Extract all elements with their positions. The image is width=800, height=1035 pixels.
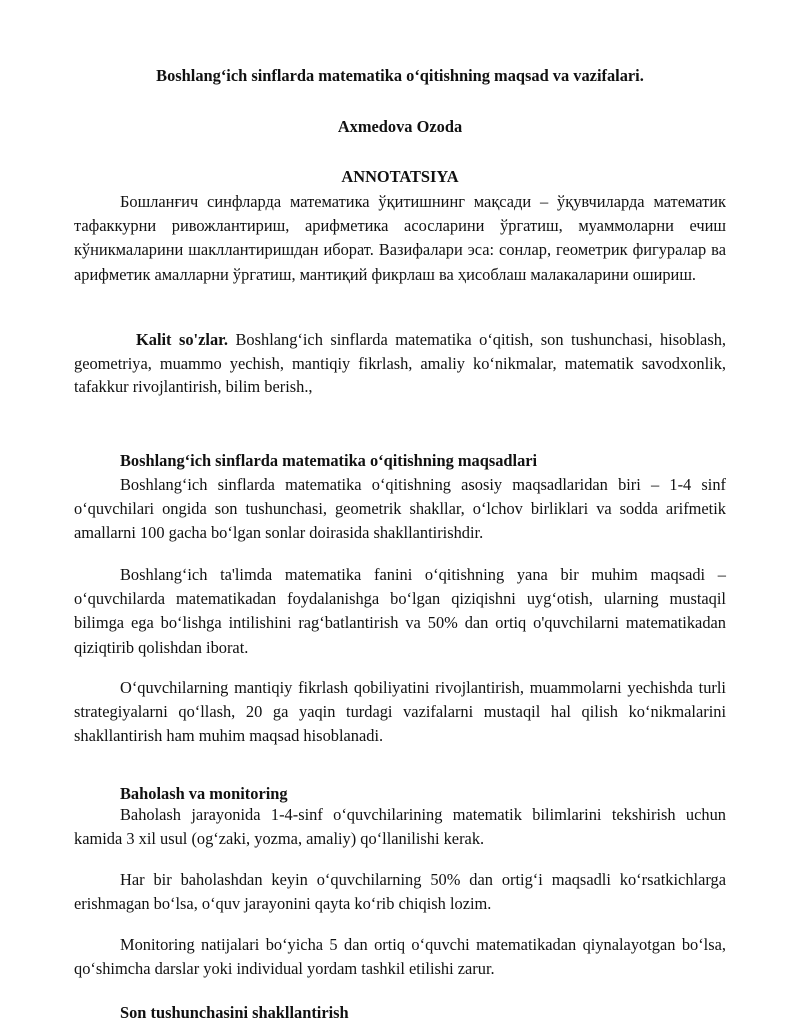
section-heading-goals: Boshlang‘ich sinflarda matematika o‘qitishning maqsadlari: [120, 451, 538, 470]
assessment-paragraph-3: Monitoring natijalari bo‘yicha 5 dan ortiq o‘quvchi matematikadan qiynalayotgan bo‘lsa, qo‘shimcha darslar yoki individual yordam tashkil etilishi zarur.: [74, 935, 726, 979]
document-title: Boshlang‘ich sinflarda matematika o‘qitishning maqsad va vazifalari.: [156, 66, 644, 85]
assessment-paragraph-1: Baholash jarayonida 1-4-sinf o‘quvchilarining matematik bilimlarini tekshirish uchun kamida 3 xil usul (og‘zaki, yozma, amaliy) qo‘llanilishi kerak.: [74, 805, 726, 849]
goals-paragraph-1: Boshlang‘ich sinflarda matematika o‘qitishning asosiy maqsadlaridan biri – 1-4 sinf o‘quvchilari ongida son tushunchasi, geometrik shakllar, o‘lchov birliklari va sodda arifmetik amallarni 100 gacha bo‘lgan sonlar doirasida shakllantirishdir.: [74, 475, 726, 543]
section-heading-assessment: Baholash va monitoring: [120, 784, 288, 803]
assessment-paragraph-2: Har bir baholashdan keyin o‘quvchilarning 50% dan ortig‘i maqsadli ko‘rsatkichlarga erishmagan bo‘lsa, o‘quv jarayonini qayta ko‘rib chiqish lozim.: [74, 870, 726, 914]
section-heading-number-concept: Son tushunchasini shakllantirish: [120, 1003, 349, 1022]
goals-paragraph-2: Boshlang‘ich ta'limda matematika fanini o‘qitishning yana bir muhim maqsadi – o‘quvchilarda matematikadan foydalanishga bo‘lgan qiziqishni uyg‘otish, ularning mustaqil bilimga ega bo‘lishga intilishini rag‘batlantirish va 50% dan ortiq o'quvchilarni matematikadan qiziqtirib qolishdan iborat.: [74, 565, 726, 657]
author-name: Axmedova Ozoda: [337, 117, 463, 136]
annotation-text: Бошланғич синфларда математика ўқитишнинг мақсади – ўқувчиларда математик тафаккурни ривожлантириш, арифметика асосларини ўргатиш, муаммоларни ечиш кўникмаларини шакллантиришдан иборат. Вазифалари эса: сонлар, геометрик фигуралар ва арифметик амалларни ўргатиш, мантиқий фикрлаш ва ҳисоблаш малакаларини ошириш.: [74, 192, 726, 284]
keywords-text: Boshlang‘ich sinflarda matematika o‘qitish, son tushunchasi, hisoblash, geometriya, muammo yechish, mantiqiy fikrlash, amaliy ko‘nikmalar, matematik savodxonlik, tafakkur rivojlantirish, bilim berish.,: [74, 330, 726, 396]
keywords-paragraph: [74, 328, 726, 399]
annotation-heading: ANNOTATSIYA: [341, 167, 459, 186]
goals-paragraph-3: O‘quvchilarning mantiqiy fikrlash qobiliyatini rivojlantirish, muammolarni yechishda turli strategiyalarni qo‘llash, 20 ga yaqin turdagi vazifalarni mustaqil hal qilish ko‘nikmalarini shakllantirish ham muhim maqsad hisoblanadi.: [74, 678, 726, 746]
keywords-label: Kalit so'zlar.: [136, 330, 229, 349]
